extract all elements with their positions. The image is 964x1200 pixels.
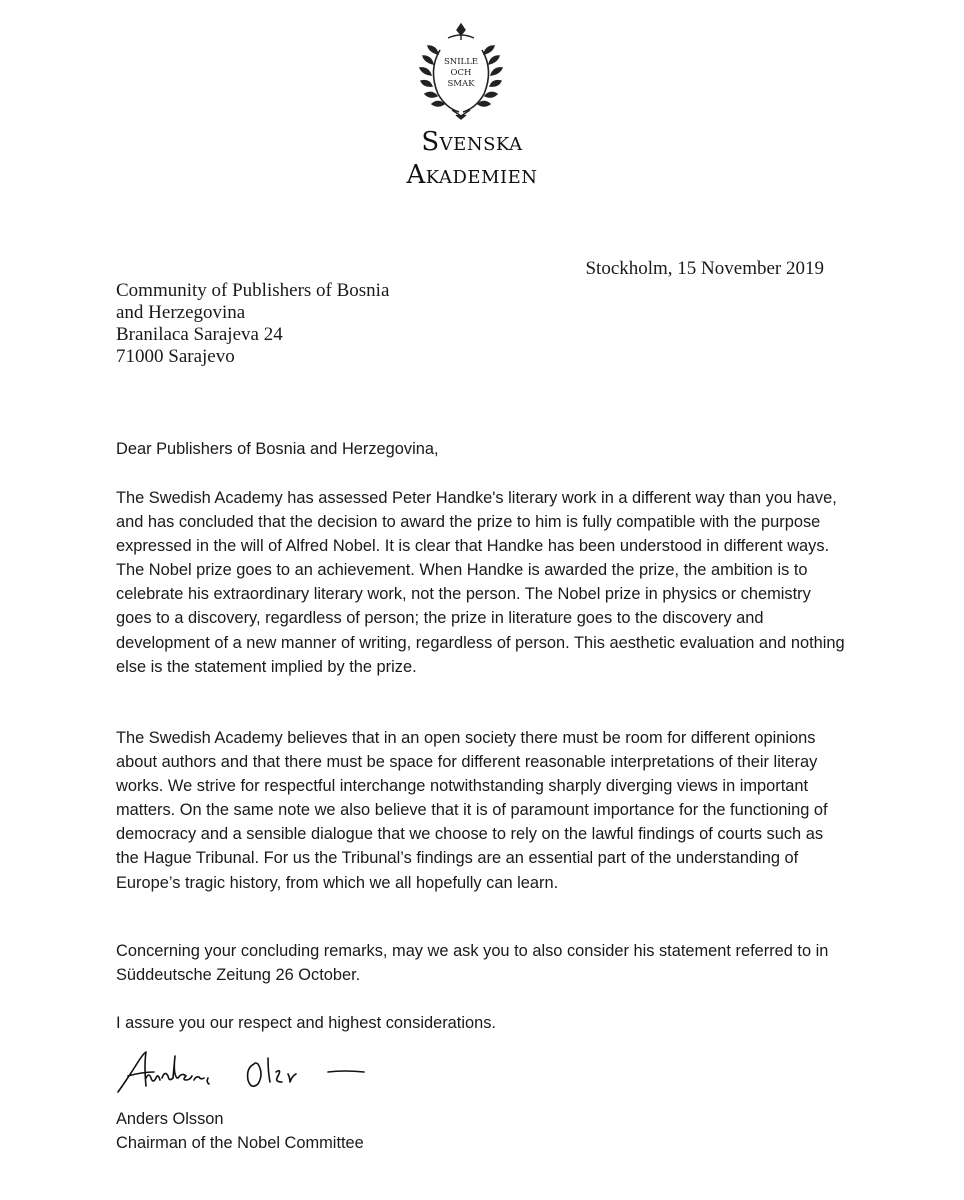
academy-name-line-1: Svenska	[421, 127, 523, 157]
academy-seal-icon	[418, 20, 504, 120]
seal-motto-line-3: SMAK	[447, 79, 475, 89]
academy-name	[360, 126, 584, 192]
address-line-2: and Herzegovina	[116, 302, 246, 323]
body-paragraph-1	[116, 486, 846, 679]
signer-block	[116, 1107, 364, 1155]
address-line-3: Branilaca Sarajeva 24	[116, 324, 283, 345]
address-line-1: Community of Publishers of Bosnia	[116, 280, 390, 301]
closing-line: I assure you our respect and highest considerations.	[116, 1014, 496, 1032]
seal-motto-line-1: SNILLE	[443, 57, 479, 67]
paragraph-text: The Swedish Academy believes that in an open society there must be room for different opinions about authors and that there must be space for different reasonable interpretations of their literay works. We strive for respectful interchange notwithstanding sharply diverging views in important matters. On the same note we also believe that it is of paramount importance for the functioning of democracy and a sensible dialogue that we choose to rely on the lawful findings of courts such as the Hague Tribunal. For us the Tribunal’s findings are an essential part of the understanding of Europe’s tragic history, from which we all hopefully can learn.	[116, 729, 828, 892]
academy-name-line-2: Akademien	[406, 160, 538, 190]
handwritten-signature	[116, 1048, 386, 1096]
signer-name: Anders Olsson	[116, 1110, 224, 1128]
address-line-4: 71000 Sarajevo	[116, 346, 235, 367]
seal-motto-line-2: OCH	[450, 68, 472, 78]
paragraph-text: Concerning your concluding remarks, may we ask you to also consider his statement referred to in Süddeutsche Zeitung 26 October.	[116, 942, 829, 985]
signer-title: Chairman of the Nobel Committee	[116, 1134, 364, 1153]
paragraph-text: The Swedish Academy has assessed Peter Handke's literary work in a different way than you have, and has concluded that the decision to award the prize to him is fully compatible with the purpose expressed in the will of Alfred Nobel. It is clear that Handke has been understood in different ways. The Nobel prize goes to an achievement. When Handke is awarded the prize, the ambition is to celebrate his extraordinary literary work, not the person. The Nobel prize in physics or chemistry goes to a discovery, regardless of person; the prize in literature goes to the discovery and development of a new manner of writing, regardless of person. This aesthetic evaluation and nothing else is the statement implied by the prize.	[116, 489, 845, 676]
recipient-address	[116, 280, 389, 368]
body-paragraph-2	[116, 726, 846, 895]
dateline: Stockholm, 15 November 2019	[585, 258, 824, 279]
body-paragraph-3	[116, 939, 846, 987]
salutation: Dear Publishers of Bosnia and Herzegovina,	[116, 440, 439, 458]
